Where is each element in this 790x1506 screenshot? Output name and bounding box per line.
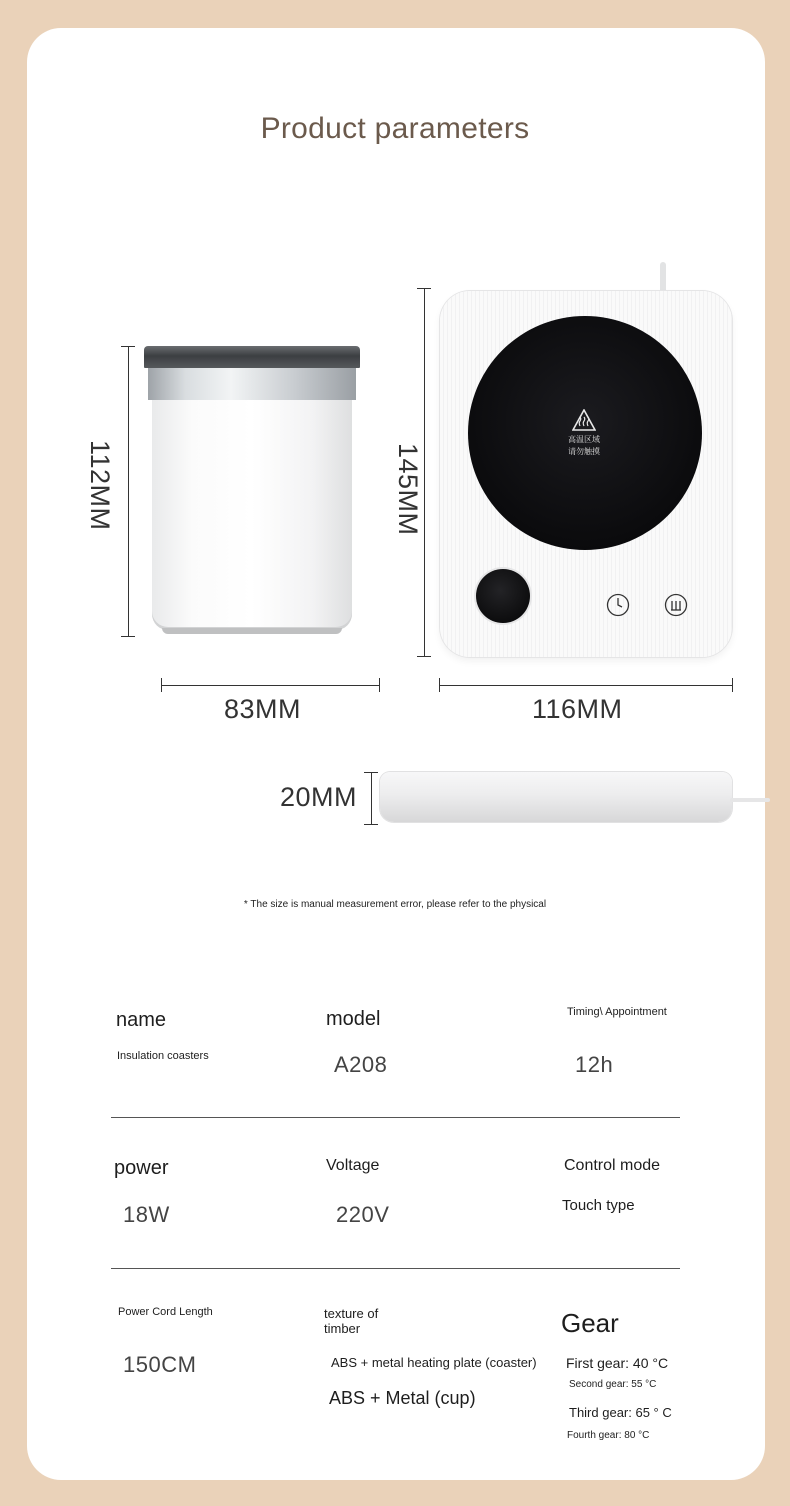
- spec-gear-value-1: First gear: 40 °C: [566, 1355, 669, 1371]
- coaster-side-cord: [730, 798, 770, 802]
- heat-level-icon[interactable]: [664, 593, 688, 617]
- spec-power-label: power: [114, 1157, 169, 1179]
- spec-name-label: name: [116, 1009, 167, 1031]
- spec-gear-value-3: Third gear: 65 ° C: [569, 1405, 672, 1420]
- table-divider-2: [111, 1268, 680, 1269]
- coaster-height-tick-top: [417, 288, 431, 289]
- measurement-note: * The size is manual measurement error, please refer to the physical: [243, 899, 547, 910]
- content-card: [27, 28, 765, 1480]
- cup-height-label: 112MM: [85, 440, 115, 531]
- spec-texture-label-1: texture of: [324, 1306, 379, 1321]
- spec-gear-label: Gear: [561, 1308, 619, 1338]
- thickness-tick-bottom: [364, 824, 378, 825]
- heating-plate: [468, 316, 702, 550]
- spec-model-label: model: [326, 1008, 381, 1030]
- table-divider-1: [111, 1117, 680, 1118]
- cup-metal-band: [148, 368, 356, 400]
- cup-height-line: [128, 346, 129, 636]
- coaster-width-tick-left: [439, 678, 440, 692]
- spec-control-value: Touch type: [562, 1197, 635, 1214]
- warning-text-1: 高温区域: [568, 435, 600, 444]
- spec-texture-value-1: ABS + metal heating plate (coaster): [331, 1355, 537, 1370]
- coaster-height-line: [424, 288, 425, 656]
- cup-base: [162, 628, 342, 634]
- spec-voltage-value: 220V: [336, 1202, 390, 1227]
- cup-body: [152, 400, 352, 630]
- spec-gear-value-2: Second gear: 55 °C: [569, 1379, 657, 1390]
- cup-height-tick-top: [121, 346, 135, 347]
- timer-icon[interactable]: [606, 593, 630, 617]
- spec-cord-label: Power Cord Length: [118, 1306, 213, 1318]
- cup-lid: [144, 346, 360, 368]
- spec-gear-value-4: Fourth gear: 80 °C: [567, 1430, 650, 1441]
- coaster-width-tick-right: [732, 678, 733, 692]
- cup-illustration: [144, 346, 360, 636]
- spec-timing-label: Timing\ Appointment: [567, 1006, 667, 1018]
- spec-power-value: 18W: [123, 1202, 170, 1227]
- spec-cord-value: 150CM: [123, 1352, 197, 1377]
- power-knob[interactable]: [476, 569, 530, 623]
- coaster-side-view: [380, 772, 732, 822]
- cup-width-tick-left: [161, 678, 162, 692]
- cup-width-tick-right: [379, 678, 380, 692]
- spec-texture-label-2: timber: [324, 1321, 361, 1336]
- coaster-height-label: 145MM: [393, 443, 423, 536]
- thickness-line: [371, 772, 372, 824]
- thickness-tick-top: [364, 772, 378, 773]
- thickness-label: 20MM: [280, 782, 358, 812]
- spec-timing-value: 12h: [575, 1052, 614, 1077]
- coaster-height-tick-bottom: [417, 656, 431, 657]
- coaster-width-label: 116MM: [532, 694, 623, 724]
- spec-texture-value-2: ABS + Metal (cup): [329, 1388, 476, 1408]
- spec-name-value: Insulation coasters: [117, 1050, 209, 1062]
- page-title: Product parameters: [260, 112, 530, 145]
- cup-width-line: [161, 685, 380, 686]
- spec-voltage-label: Voltage: [326, 1157, 380, 1174]
- coaster-width-line: [439, 685, 733, 686]
- coaster-top-view: [440, 291, 732, 657]
- cup-height-tick-bottom: [121, 636, 135, 637]
- spec-control-label: Control mode: [564, 1157, 661, 1174]
- cup-width-label: 83MM: [224, 694, 302, 724]
- spec-model-value: A208: [334, 1052, 388, 1077]
- warning-text-2: 请勿触摸: [568, 447, 600, 456]
- hot-surface-warning-icon: [572, 409, 596, 431]
